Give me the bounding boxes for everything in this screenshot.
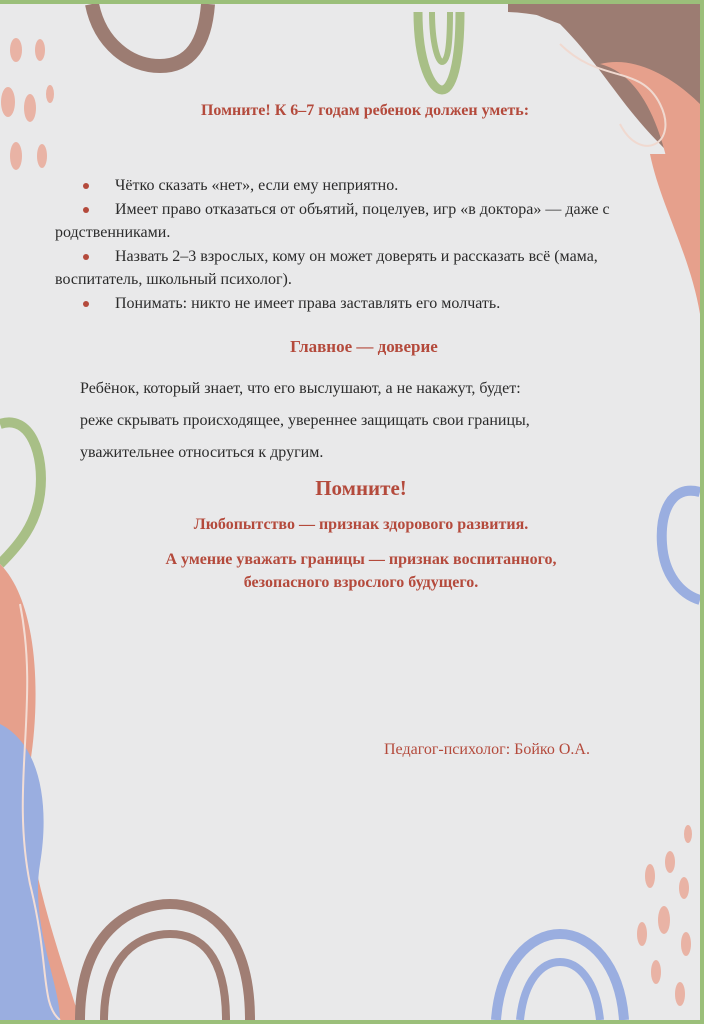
list-item-text: Имеет право отказаться от объятий, поцелуев, игр «в доктора» — даже с родственниками. bbox=[55, 200, 610, 241]
trust-line: реже скрывать происходящее, увереннее защищать свои границы, bbox=[80, 412, 530, 429]
page-title-text: Помните! К 6–7 годам ребенок должен уметь: bbox=[200, 102, 530, 119]
remember-heading: Помните! bbox=[315, 476, 407, 500]
skills-list bbox=[55, 174, 655, 315]
list-item bbox=[55, 245, 655, 292]
closing-line: А умение уважать границы — признак воспитанного, bbox=[165, 551, 557, 568]
bullet-dot-icon bbox=[83, 254, 89, 260]
closing-line: безопасного взрослого будущего. bbox=[243, 574, 479, 591]
page-title bbox=[0, 102, 700, 120]
flyer-content bbox=[0, 4, 700, 1020]
trust-paragraph bbox=[80, 373, 670, 469]
trust-line: уважительнее относиться к другим. bbox=[80, 444, 324, 461]
flyer-sheet bbox=[0, 4, 700, 1020]
bullet-dot-icon bbox=[83, 301, 89, 307]
list-item bbox=[55, 174, 655, 198]
list-item-text: Понимать: никто не имеет права заставлять его молчать. bbox=[115, 294, 501, 312]
bullet-dot-icon bbox=[83, 183, 89, 189]
list-item-text: Чётко сказать «нет», если ему неприятно. bbox=[115, 177, 399, 194]
trust-line: Ребёнок, который знает, что его выслушают, а не накажут, будет: bbox=[80, 380, 521, 397]
signature: Педагог-психолог: Бойко О.А. bbox=[384, 741, 590, 758]
closing-line: Любопытство — признак здорового развития. bbox=[193, 516, 529, 533]
list-item-text: Назвать 2–3 взрослых, кому он может доверять и рассказать всё (мама, воспитатель, школьный психолог). bbox=[55, 247, 598, 288]
list-item bbox=[55, 198, 655, 245]
bullet-dot-icon bbox=[83, 207, 89, 213]
trust-heading: Главное — доверие bbox=[290, 337, 438, 356]
list-item bbox=[55, 292, 655, 316]
